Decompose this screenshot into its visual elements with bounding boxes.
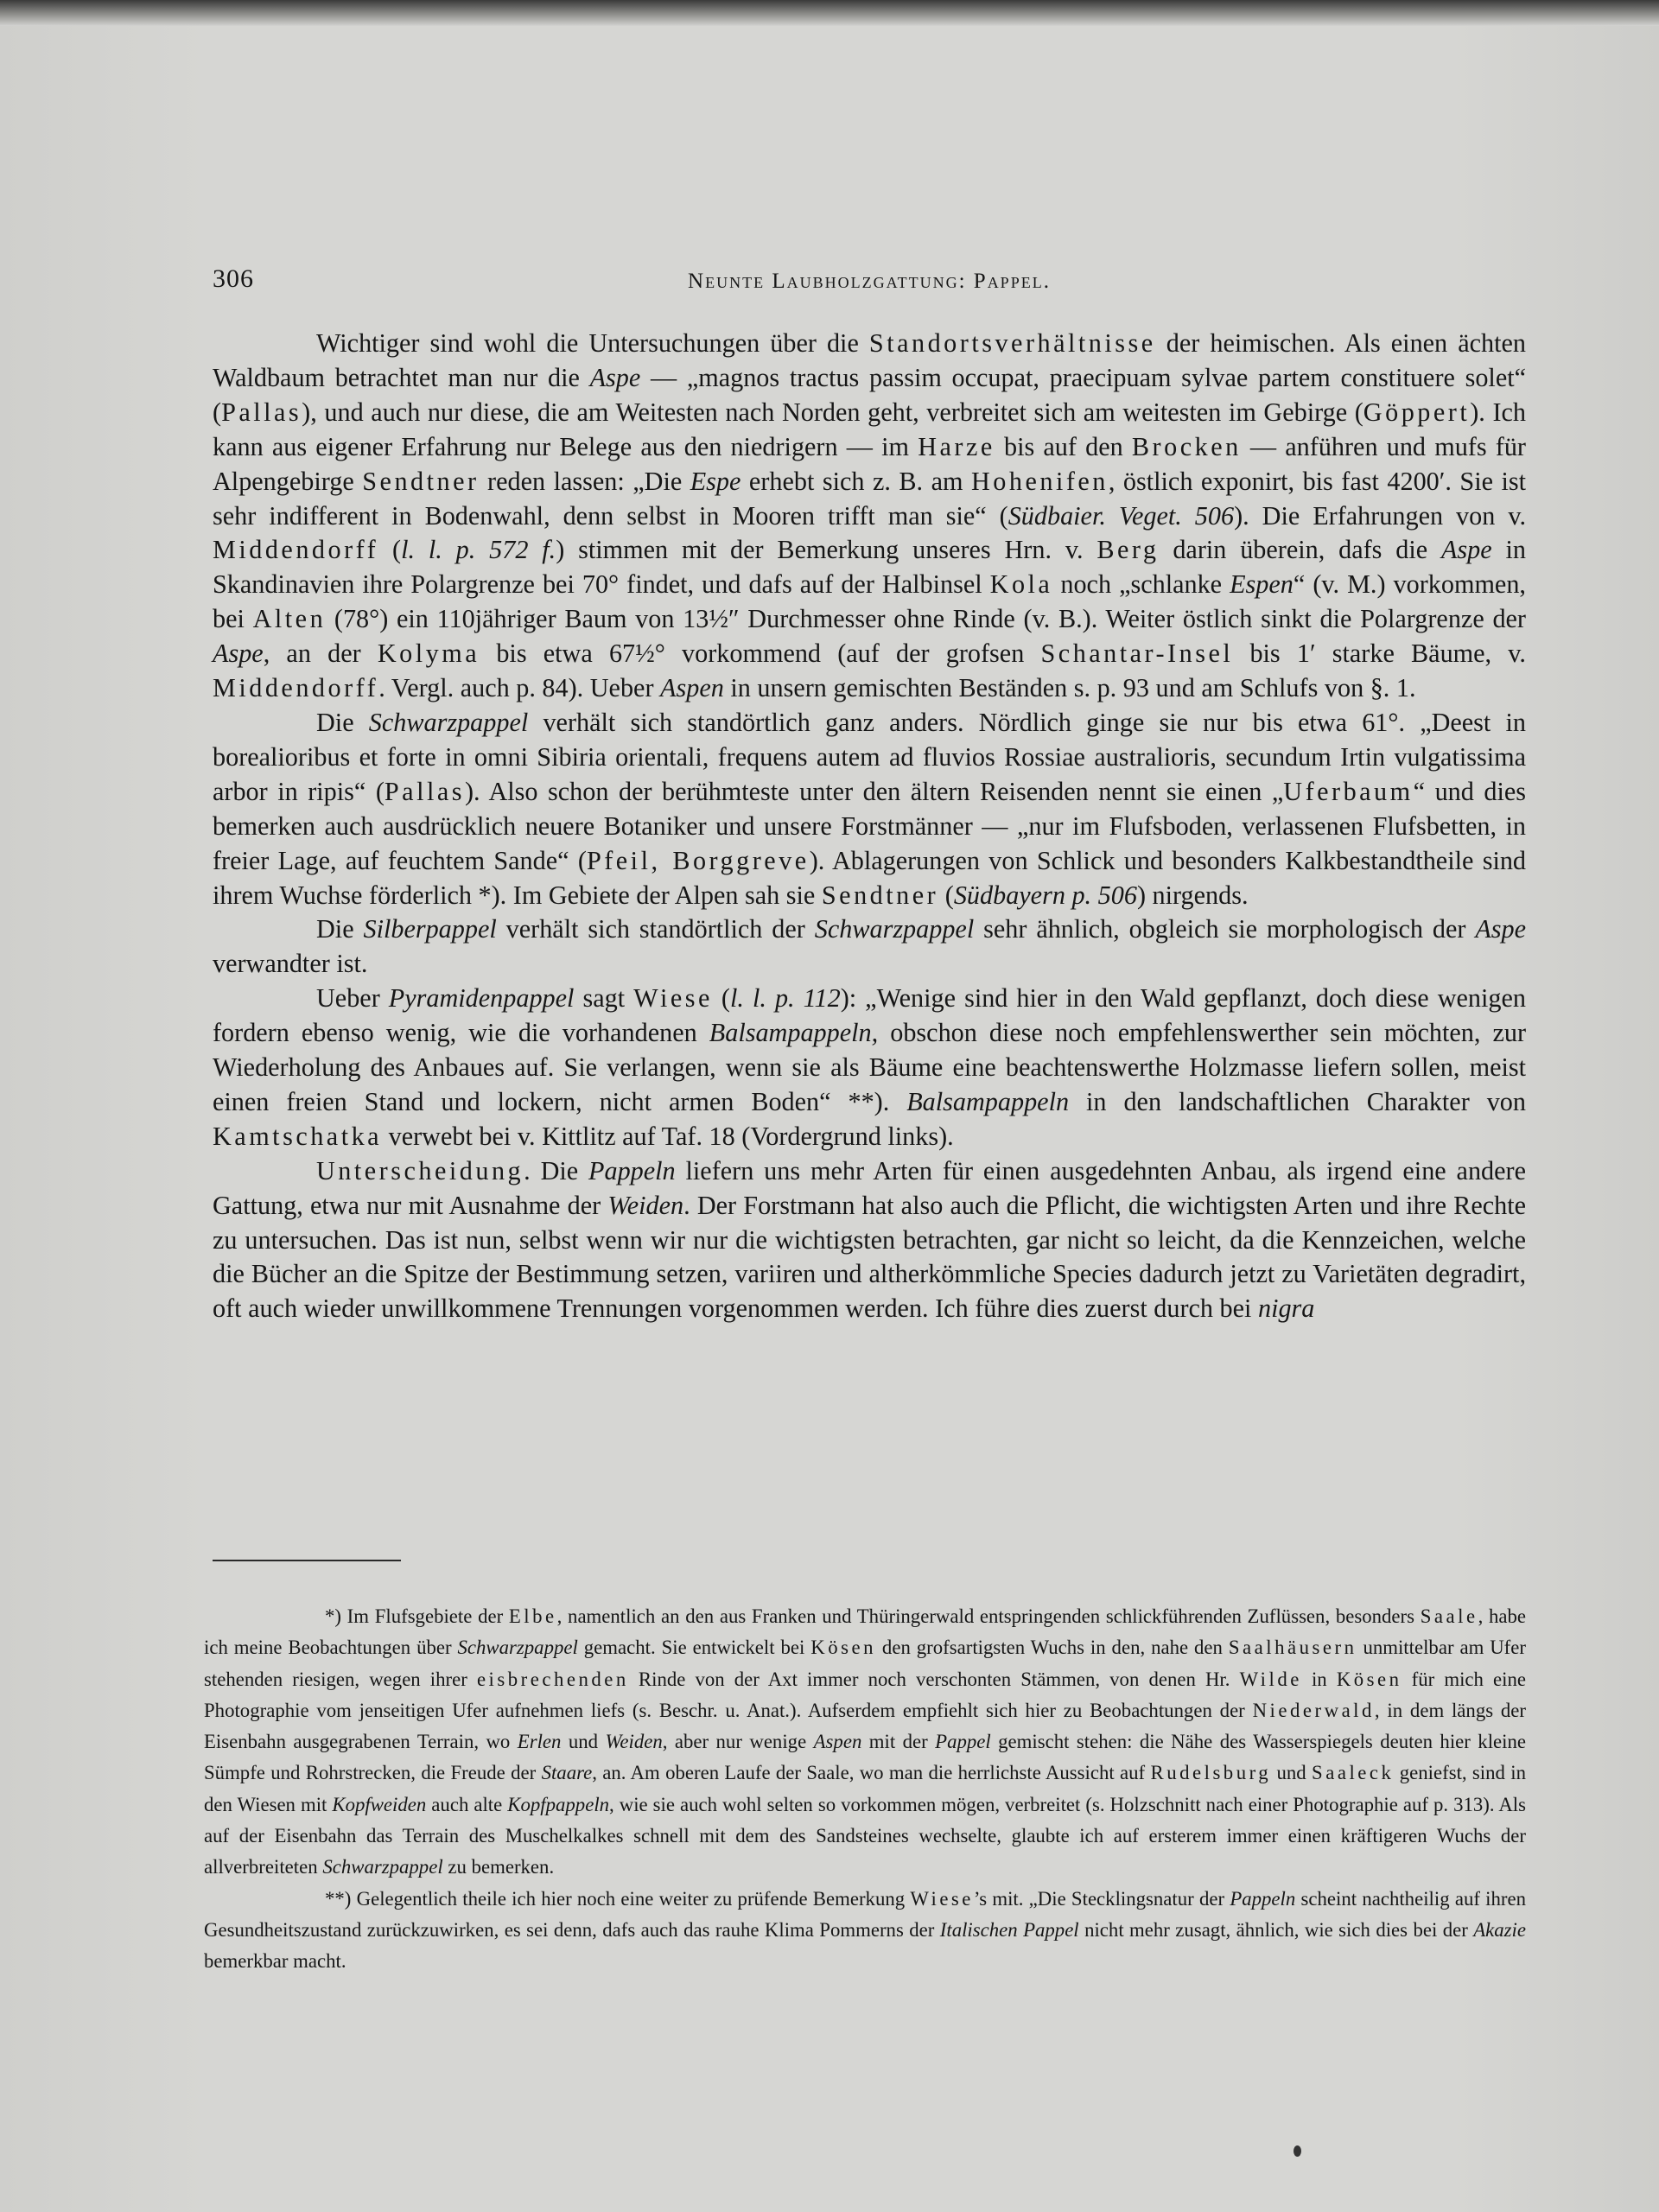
text-run: ) nirgends. <box>1136 880 1249 910</box>
spaced-name: Sendtner <box>362 466 480 496</box>
text-run: bis 1′ starke Bäume, v. <box>1233 639 1526 669</box>
spaced-name: Kösen <box>810 1637 877 1659</box>
text-run: und <box>1271 1762 1313 1784</box>
text-run: . Der Forstmann hat also auch die Pflicht, die wichtigsten Arten und ihre Rechte zu untersuchen. Das ist nun, selbst wenn wir nur die wichtigsten betrachten, gar nicht so leicht, da die Kennzeichen, welche die Bücher an die Spitze der Bestimmung setzen, variiren und altherkömmliche Species dadurch jetzt zu Varietäten degradirt, oft auch wieder unwillkommene Trennungen vorgenommen werden. Ich führe dies zuerst durch bei <box>213 1190 1526 1324</box>
text-run: verwandter ist. <box>213 949 368 979</box>
text-run: zu bemerken. <box>442 1856 555 1878</box>
text-run: ), und auch nur diese, die am Weitesten nach Norden geht, verbreitet sich am weitesten im Gebirge ( <box>302 397 1363 427</box>
footnote-double-star <box>204 1884 1526 1978</box>
text-run: der heimischen. Als einen ächten Waldbaum betrachtet man nur die <box>213 328 1526 392</box>
text-run: gemischt stehen: die Nähe des Wasserspiegels deuten hier kleine Sümpfe und Rohrstrecken, die Freude der <box>204 1731 1527 1784</box>
text-run: ). Also schon der berühmteste unter den ältern Reisenden nennt sie einen „ <box>465 776 1284 806</box>
text-run: verhält sich standörtlich der <box>496 914 815 944</box>
text-run: ) stimmen mit der Bemerkung unseres Hrn. v. <box>556 535 1097 565</box>
text-run: unmittelbar am Ufer stehenden riesigen, wegen ihrer <box>204 1637 1526 1690</box>
footnote-single-star <box>204 1601 1526 1884</box>
spaced-name: Niederwald <box>1252 1699 1375 1721</box>
main-text <box>213 327 1526 1326</box>
text-run: Rinde von der Axt immer noch verschonten Stämmen, von denen Hr. <box>628 1668 1240 1690</box>
spaced-name: Alten <box>252 604 327 634</box>
text-run: , an der <box>263 639 378 669</box>
text-run: in den landschaftlichen Charakter von <box>1069 1086 1526 1116</box>
spaced-name: Kösen <box>1336 1668 1402 1690</box>
page-header <box>213 244 1526 296</box>
text-run: geniefst, sind in den Wiesen mit <box>204 1762 1526 1815</box>
text-run: , östlich exponirt, bis fast 4200′. Sie ist sehr indifferent in Bodenwahl, denn selbst in Mooren trifft man sie“ ( <box>213 466 1526 531</box>
italic-run: Aspe <box>1475 914 1527 944</box>
italic-run: Italischen Pappel <box>939 1918 1079 1941</box>
italic-run: Kopfpappeln <box>507 1793 610 1815</box>
paragraph-silberpappel <box>213 912 1526 982</box>
spaced-name: Sendtner <box>821 880 939 910</box>
text-run: ): „Wenige sind hier in den Wald gepflanzt, doch diese wenigen fordern ebenso wenig, wie die vorhandenen <box>213 983 1526 1048</box>
spaced-name: Kamtschatka <box>213 1121 383 1151</box>
italic-run: Aspe <box>589 362 641 392</box>
text-run: , aber nur wenige <box>662 1731 814 1753</box>
italic-run: l. l. p. 112 <box>729 983 841 1014</box>
text-run: . Vergl. auch p. 84). Ueber <box>378 673 661 703</box>
text-run: für mich eine Photographie vom jenseitigen Ufer aufnehmen liefs (s. Beschr. u. Anat.). Aufserdem empfiehlt sich hier zu Beobachtungen der <box>204 1668 1526 1721</box>
italic-run: Schwarzpappel <box>322 1856 443 1878</box>
text-run: ). Die Erfahrungen von v. <box>1234 500 1526 531</box>
italic-run: Pappel <box>935 1731 991 1753</box>
spaced-name: Kola <box>989 569 1053 600</box>
paragraph-pyramidenpappel <box>213 982 1526 1154</box>
spaced-name: Saale <box>1420 1605 1478 1627</box>
spaced-name: Wilde <box>1239 1668 1302 1690</box>
spaced-name: Saalhäusern <box>1228 1637 1357 1659</box>
italic-run: l. l. p. 572 f. <box>401 535 556 565</box>
text-run: Die <box>316 707 369 737</box>
italic-run: Südbaier. Veget. 506 <box>1007 500 1235 531</box>
spaced-name: Harze <box>918 431 995 461</box>
italic-run: Pyramidenpappel <box>388 983 575 1014</box>
text-run: , habe ich meine Beobachtungen über <box>204 1605 1526 1659</box>
footnotes <box>204 1601 1526 1978</box>
text-run: **) Gelegentlich theile ich hier noch eine weiter zu prüfende Bemerkung <box>325 1887 911 1910</box>
italic-run: Aspe <box>1440 535 1492 565</box>
spaced-name: Hohenifen <box>970 466 1109 496</box>
italic-run: Akazie <box>1473 1918 1527 1941</box>
text-run: “ (v. M.) vorkommen, bei <box>213 569 1526 634</box>
italic-run: Schwarzpappel <box>814 914 975 944</box>
text-run: , namentlich an den aus Franken und Thüringerwald entspringenden schlickführenden Zuflüssen, besonders <box>556 1605 1421 1627</box>
text-run: reden lassen: „Die <box>479 466 690 496</box>
text-run: mit der <box>861 1731 936 1753</box>
text-run: in <box>1301 1668 1337 1690</box>
italic-run: Schwarzpappel <box>368 707 529 737</box>
italic-run: Weiden <box>607 1190 684 1220</box>
spaced-name: Middendorff <box>213 673 379 703</box>
spaced-name: Standortsverhältnisse <box>868 328 1156 358</box>
spaced-name: Pfeil, Borggreve <box>586 845 810 875</box>
text-run: Ueber <box>316 983 389 1014</box>
text-run: bemerkbar macht. <box>204 1950 346 1973</box>
paragraph-unterscheidung <box>213 1154 1526 1327</box>
text-run: nicht mehr zusagt, ähnlich, wie sich dies bei der <box>1078 1918 1474 1941</box>
spaced-name: Wiese <box>910 1887 974 1910</box>
text-run: sagt <box>574 983 634 1014</box>
text-run: , an. Am oberen Laufe der Saale, wo man die herrlichste Aussicht auf <box>592 1762 1151 1784</box>
italic-run: Balsampappeln, <box>709 1018 879 1048</box>
text-run: auch alte <box>426 1793 508 1815</box>
paragraph-standort <box>213 327 1526 706</box>
text-run: ’s mit. „Die Stecklingsnatur der <box>973 1887 1230 1910</box>
text-run: den grofsartigsten Wuchs in den, nahe den <box>876 1637 1229 1659</box>
footnote-separator <box>213 1560 401 1561</box>
text-run: Die <box>316 914 364 944</box>
text-run: (78°) ein 110jähriger Baum von 13½″ Durchmesser ohne Rinde (v. B.). Weiter östlich sinkt die Polargrenze der <box>326 604 1526 634</box>
spaced-name: Schantar-Insel <box>1040 639 1234 669</box>
text-run: *) Im Flufsgebiete der <box>325 1605 509 1627</box>
italic-run: Pappeln <box>588 1155 676 1185</box>
scan-top-edge <box>0 0 1659 26</box>
spaced-name: Rudelsburg <box>1150 1762 1272 1784</box>
spaced-name: eisbrechenden <box>476 1668 629 1690</box>
italic-run: Aspen <box>660 673 724 703</box>
spaced-name: Middendorff <box>213 535 379 565</box>
text-run: ( <box>712 983 730 1014</box>
italic-run: Südbayern p. 506 <box>953 880 1137 910</box>
italic-run: Espen <box>1230 569 1294 600</box>
text-run: Wichtiger sind wohl die Untersuchungen über die <box>316 328 869 358</box>
italic-run: Pappeln <box>1230 1887 1296 1910</box>
spaced-name: Göppert <box>1363 397 1471 427</box>
text-run: erhebt sich z. B. am <box>741 466 971 496</box>
spaced-name: Saaleck <box>1312 1762 1395 1784</box>
italic-run: Aspen <box>813 1731 862 1753</box>
spaced-name: Unterscheidung <box>316 1155 524 1185</box>
text-run: bis etwa 67½° vorkommend (auf der grofsen <box>480 639 1041 669</box>
italic-run: Balsampappeln <box>906 1086 1070 1116</box>
text-run: — „magnos tractus passim occupat, praecipuam sylvae partem constituere solet“ ( <box>213 362 1526 427</box>
spaced-name: Uferbaum <box>1283 776 1414 806</box>
spaced-name: Brocken <box>1131 431 1242 461</box>
text-run: liefern uns mehr Arten für einen ausgedehnten Anbau, als irgend eine andere Gattung, etwa nur mit Ausnahme der <box>213 1155 1526 1220</box>
italic-run: Aspe <box>213 639 264 669</box>
text-run: . Die <box>524 1155 589 1185</box>
text-run: bis auf den <box>995 431 1132 461</box>
text-run: gemacht. Sie entwickelt bei <box>577 1637 811 1659</box>
italic-run: Silberpappel <box>363 914 497 944</box>
spaced-name: Kolyma <box>377 639 480 669</box>
text-run: ). Ich kann aus eigener Erfahrung nur Belege aus den niedrigern — im <box>213 397 1526 461</box>
print-speck <box>1294 2145 1301 2157</box>
italic-run: Schwarzpappel <box>457 1637 578 1659</box>
spaced-name: Elbe <box>508 1605 557 1627</box>
text-run: ( <box>378 535 402 565</box>
spaced-name: Pallas <box>221 397 302 427</box>
italic-run: Weiden <box>605 1731 663 1753</box>
spaced-name: Wiese <box>633 983 713 1014</box>
text-run: darin überein, dafs die <box>1159 535 1441 565</box>
text-run: ( <box>938 880 954 910</box>
text-run: , wie sie auch wohl selten so vorkommen mögen, verbreitet (s. Holzschnitt nach einer Photographie auf p. 313). Als auf der Eisenbahn das Terrain des Muschelkalkes schnell mit dem des Sandsteines wechselte, glaubte ich auf ersterem immer einen kräftigeren Wuchs der allverbreiteten <box>204 1793 1526 1878</box>
italic-run: Erlen <box>517 1731 562 1753</box>
text-run: obschon diese noch empfehlenswerther sein möchten, zur Wiederholung des Anbaues auf. Sie verlangen, wenn sie als Bäume eine beachtenswerthe Holzmasse liefern sollen, meist einen freien Stand und lockern, nicht armen Boden“ **). <box>213 1018 1526 1116</box>
text-run: noch „schlanke <box>1052 569 1230 600</box>
page-number: 306 <box>213 264 254 293</box>
text-run: “ und dies bemerken auch ausdrücklich neuere Botaniker und unsere Forstmänner — „nur im Flufsboden, verlassenen Flufsbetten, in freier Lage, auf feuchtem Sande“ ( <box>213 776 1527 875</box>
text-run: — anführen und mufs für Alpengebirge <box>213 431 1526 496</box>
text-run: , in dem längs der Eisenbahn ausgegrabenen Terrain, wo <box>204 1699 1526 1753</box>
italic-run: nigra <box>1257 1294 1315 1324</box>
text-run: sehr ähnlich, obgleich sie morphologisch der <box>974 914 1476 944</box>
spaced-name: Pallas <box>384 776 465 806</box>
italic-run: Kopfweiden <box>332 1793 427 1815</box>
italic-run: Staare <box>541 1762 593 1784</box>
paragraph-schwarzpappel <box>213 706 1526 912</box>
spaced-name: Berg <box>1096 535 1160 565</box>
italic-run: Espe <box>690 466 741 496</box>
text-run: und <box>561 1731 606 1753</box>
text-run: scheint nachtheilig auf ihren Gesundheitszustand zurückzuwirken, es sei denn, dafs auch das rauhe Klima Pommerns der <box>204 1887 1526 1941</box>
running-title: Neunte Laubholzgattung: Pappel. <box>688 270 1051 293</box>
text-run: verhält sich standörtlich ganz anders. Nördlich ginge sie nur bis etwa 61°. „Deest in borealioribus et forte in omni Sibiria orientali, frequens autem ad fluvios Rossiae australioris, secundum Irtin vulgatissima arbor in ripis“ ( <box>213 707 1526 806</box>
text-run: in unsern gemischten Beständen s. p. 93 und am Schlufs von §. 1. <box>723 673 1416 703</box>
text-run: ). Ablagerungen von Schlick und besonders Kalkbestandtheile sind ihrem Wuchse förderlich *). Im Gebiete der Alpen sah sie <box>213 845 1527 910</box>
text-run: verwebt bei v. Kittlitz auf Taf. 18 (Vordergrund links). <box>382 1121 954 1151</box>
text-run: in Skandinavien ihre Polargrenze bei 70° findet, und dafs auf der Halbinsel <box>213 535 1526 600</box>
